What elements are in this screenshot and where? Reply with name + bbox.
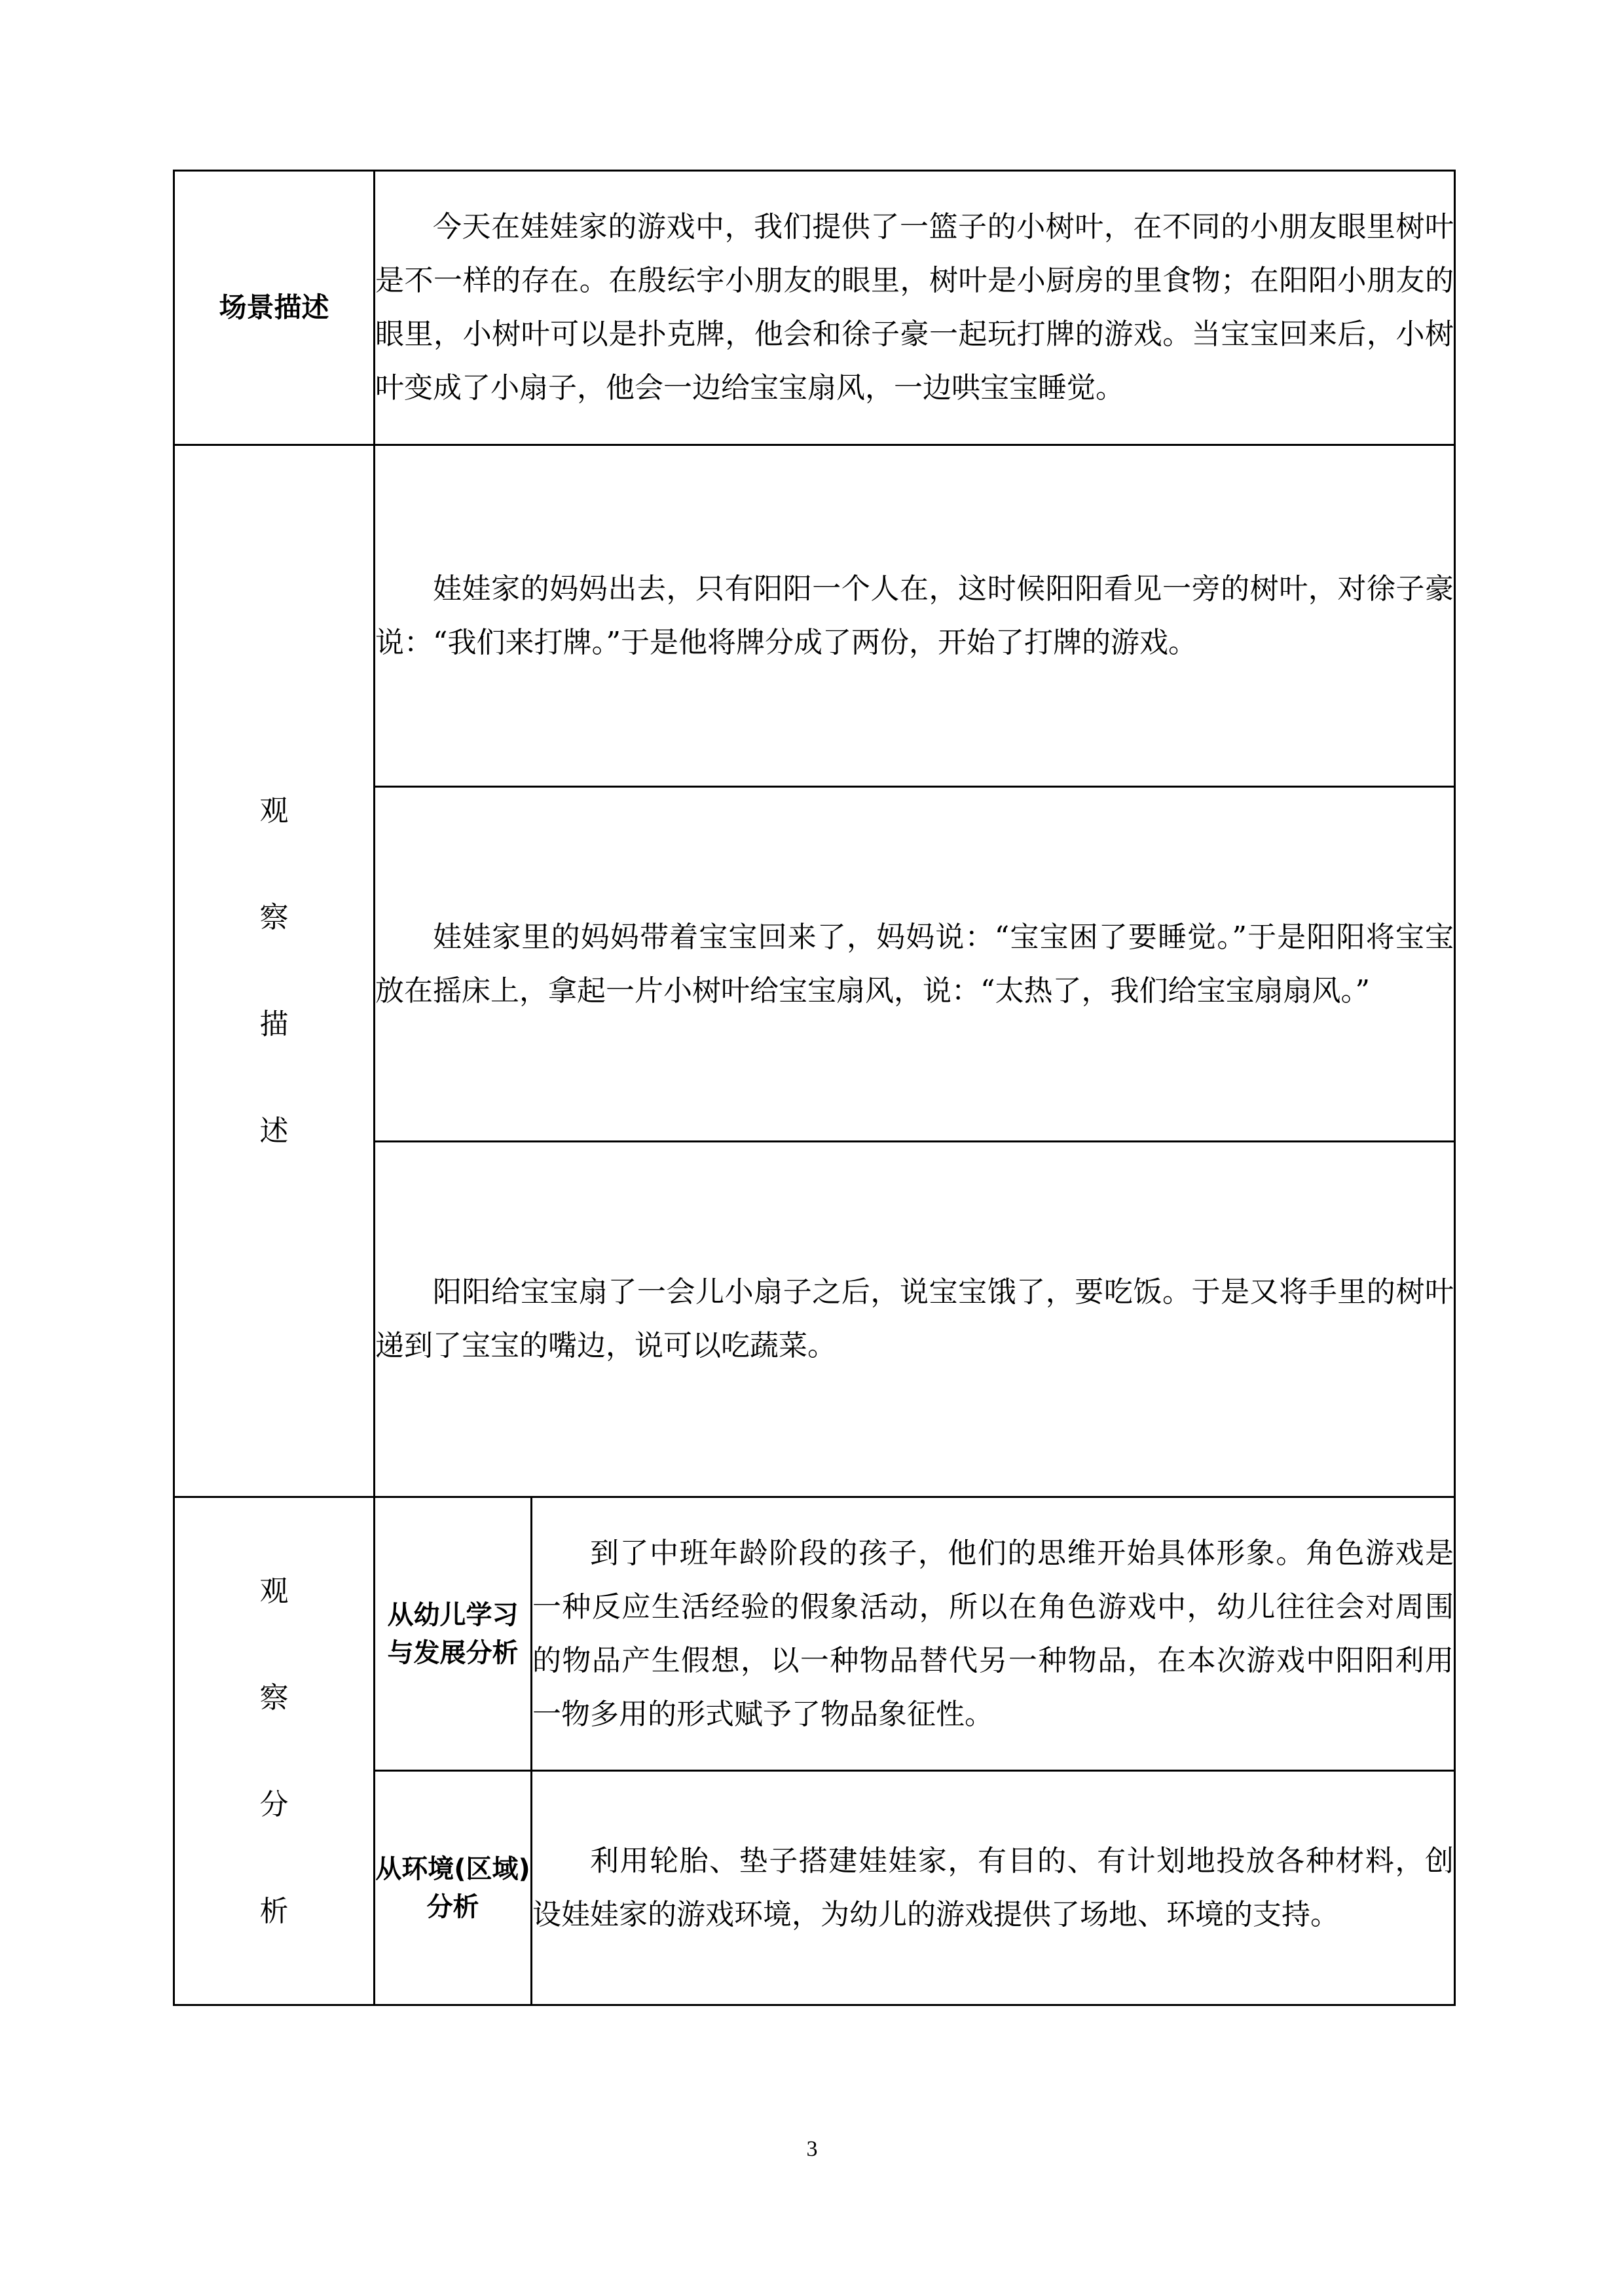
- scene-row: [174, 171, 1455, 445]
- label-char: 观: [259, 1574, 289, 1608]
- scene-text: 今天在娃娃家的游戏中，我们提供了一篮子的小树叶，在不同的小朋友眼里树叶是不一样的存在。在殷纭宇小朋友的眼里，树叶是小厨房的里食物；在阳阳小朋友的眼里，小树叶可以是扑克牌，他会和徐子豪一起玩打牌的游戏。当宝宝回来后，小树叶变成了小扇子，他会一边给宝宝扇风，一边哄宝宝睡觉。: [375, 171, 1455, 445]
- label-char: 析: [259, 1894, 289, 1928]
- label-char: 察: [259, 901, 289, 934]
- label-char: 描: [259, 1008, 289, 1041]
- observation-description-label: [174, 445, 375, 1497]
- scene-label: 场景描述: [174, 171, 375, 445]
- analysis-label-development: 从幼儿学习与发展分析: [375, 1497, 532, 1771]
- analysis-label-environment: 从环境(区域)分析: [375, 1771, 532, 2005]
- analysis-text-development: 到了中班年龄阶段的孩子，他们的思维开始具体形象。角色游戏是一种反应生活经验的假象活动，所以在角色游戏中，幼儿往往会对周围的物品产生假想，以一种物品替代另一种物品，在本次游戏中阳阳利用一物多用的形式赋予了物品象征性。: [532, 1497, 1455, 1771]
- observation-entry-1: 娃娃家的妈妈出去，只有阳阳一个人在，这时候阳阳看见一旁的树叶，对徐子豪说：“我们来打牌。”于是他将牌分成了两份，开始了打牌的游戏。: [375, 445, 1455, 787]
- label-char: 观: [259, 794, 289, 828]
- observation-analysis-label: [174, 1497, 375, 2005]
- label-char: 察: [259, 1681, 289, 1715]
- analysis-text-environment: 利用轮胎、垫子搭建娃娃家，有目的、有计划地投放各种材料，创设娃娃家的游戏环境，为幼儿的游戏提供了场地、环境的支持。: [532, 1771, 1455, 2005]
- observation-entry-3: 阳阳给宝宝扇了一会儿小扇子之后，说宝宝饿了，要吃饭。于是又将手里的树叶递到了宝宝的嘴边，说可以吃蔬菜。: [375, 1142, 1455, 1497]
- observation-row-1: [174, 445, 1455, 787]
- analysis-row-1: [174, 1497, 1455, 1771]
- observation-entry-2: 娃娃家里的妈妈带着宝宝回来了，妈妈说：“宝宝困了要睡觉。”于是阳阳将宝宝放在摇床上，拿起一片小树叶给宝宝扇风，说：“太热了，我们给宝宝扇扇风。”: [375, 787, 1455, 1142]
- observation-record-table: [173, 170, 1456, 2006]
- label-char: 分: [259, 1787, 289, 1821]
- label-char: 述: [259, 1114, 289, 1148]
- page-number: 3: [806, 2137, 818, 2161]
